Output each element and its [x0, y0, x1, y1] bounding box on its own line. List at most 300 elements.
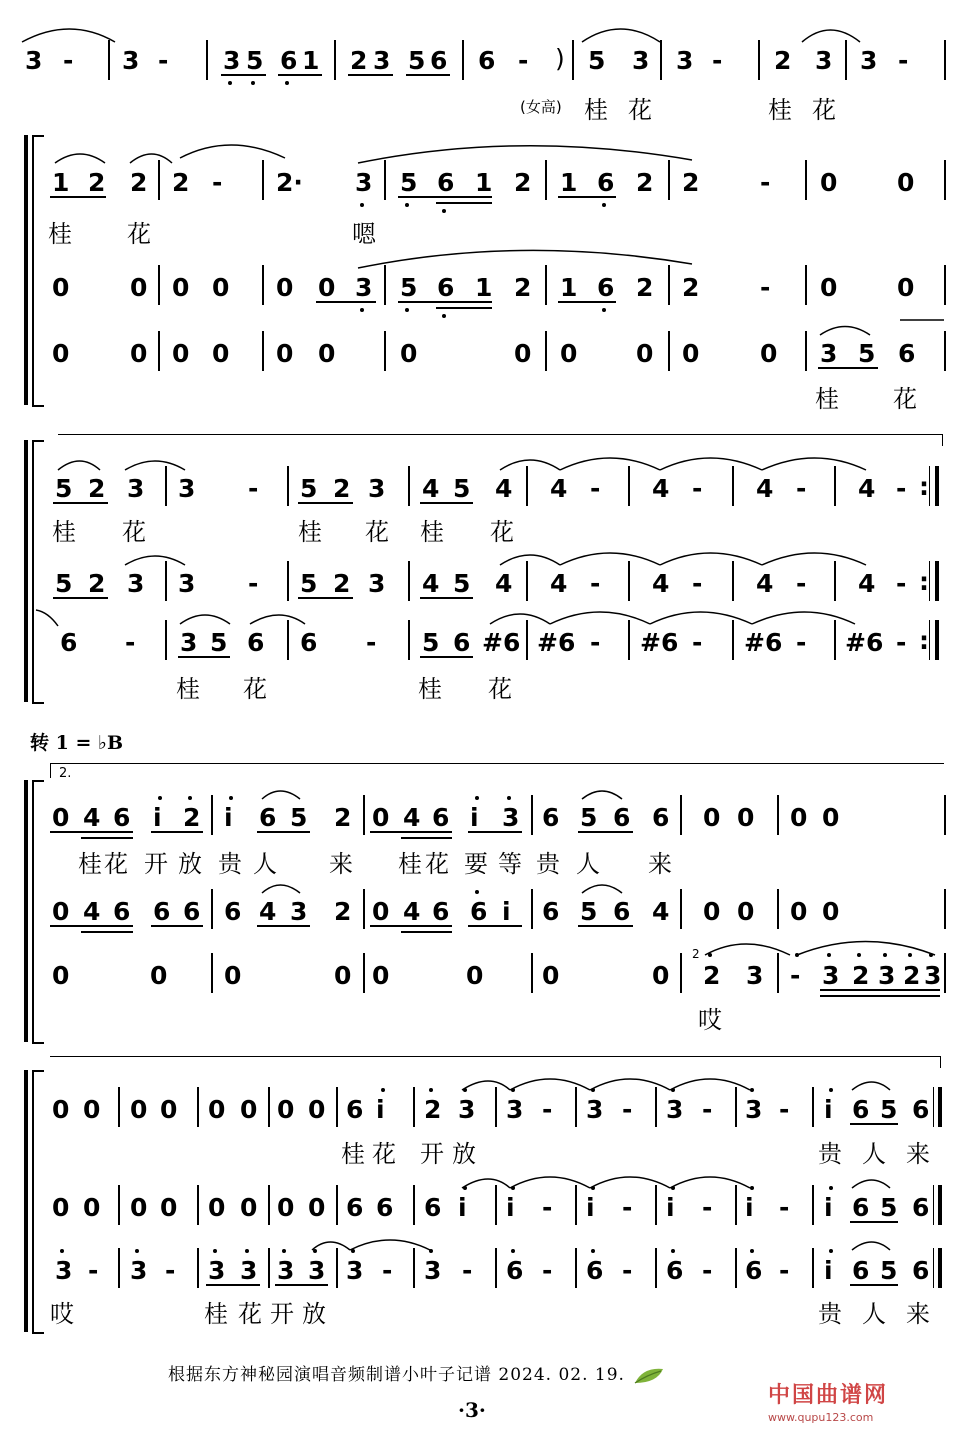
note: 2 — [183, 803, 201, 832]
note: 3 — [815, 46, 833, 75]
note: 5 — [400, 273, 418, 302]
dash: - — [702, 1095, 713, 1124]
dash: - — [898, 46, 909, 75]
note: 1 — [560, 273, 578, 302]
lyric: 花 — [628, 96, 652, 124]
repeat-dots: : — [919, 472, 929, 501]
note: 0 — [372, 897, 390, 926]
dash: - — [779, 1193, 790, 1222]
dash: - — [542, 1193, 553, 1222]
note: 3 — [55, 1256, 73, 1285]
note: i — [586, 1193, 595, 1222]
rest: 0 — [737, 803, 755, 832]
note: 5 — [580, 897, 598, 926]
note: 5 — [290, 803, 308, 832]
lyric: 哎 — [698, 1006, 722, 1034]
note: 3 — [860, 46, 878, 75]
dash: - — [542, 1256, 553, 1285]
dash: - — [692, 474, 703, 503]
note: 3 — [346, 1256, 364, 1285]
note: 2 — [333, 569, 351, 598]
dash: - — [212, 168, 223, 197]
note: 6 — [430, 46, 448, 75]
note: 6 — [912, 1193, 930, 1222]
dash: - — [796, 569, 807, 598]
note: 6 — [247, 628, 265, 657]
rest: 0 — [277, 1193, 295, 1222]
note: 5 — [880, 1256, 898, 1285]
rest: 0 — [820, 168, 838, 197]
rest: 0 — [224, 961, 242, 990]
note: 2 — [636, 273, 654, 302]
dash: - — [63, 46, 74, 75]
note: i — [502, 897, 511, 926]
grace-note: 2 — [692, 947, 700, 961]
note: 3 — [130, 1256, 148, 1285]
note: 2 — [334, 803, 352, 832]
note: 6 — [346, 1095, 364, 1124]
note: 6 — [300, 628, 318, 657]
rest: 0 — [760, 339, 778, 368]
note: 6 — [453, 628, 471, 657]
note: #6 — [640, 628, 679, 657]
key-change: 转 1 = ♭B — [30, 732, 124, 754]
dash: - — [590, 569, 601, 598]
rest: 0 — [52, 1095, 70, 1124]
repeat-dots: : — [919, 567, 929, 596]
note: 3 — [223, 46, 241, 75]
note: 6 — [113, 897, 131, 926]
note: 3 — [820, 339, 838, 368]
note: #6 — [537, 628, 576, 657]
note: i — [376, 1095, 385, 1124]
lyric: 花 — [490, 518, 514, 546]
lyric: 桂 — [204, 1300, 228, 1328]
lyric: 贵 — [536, 850, 560, 878]
note: i — [458, 1193, 467, 1222]
lyric: 贵 — [218, 850, 242, 878]
note: 2 — [774, 46, 792, 75]
rest: 0 — [83, 1095, 101, 1124]
watermark-title: 中国曲谱网 — [768, 1383, 889, 1408]
lyric: 开 — [420, 1140, 444, 1168]
rest: 0 — [560, 339, 578, 368]
note: 3 — [277, 1256, 295, 1285]
lyric: 桂 — [298, 518, 322, 546]
rest: 0 — [308, 1193, 326, 1222]
dash: - — [165, 1256, 176, 1285]
rest: 0 — [240, 1095, 258, 1124]
note: 6 — [506, 1256, 524, 1285]
note: 3 — [25, 46, 43, 75]
note: 3 — [355, 273, 373, 302]
note: 6 — [478, 46, 496, 75]
note: i — [506, 1193, 515, 1222]
rest: 0 — [52, 1193, 70, 1222]
note: 3 — [586, 1095, 604, 1124]
lyric: 开 — [270, 1300, 294, 1328]
note: 2 — [334, 897, 352, 926]
dash: 3 — [746, 961, 764, 990]
note: i — [824, 1095, 833, 1124]
lyric: 贵 — [818, 1300, 842, 1328]
note: 5 — [580, 803, 598, 832]
rest: 0 — [130, 1193, 148, 1222]
rest: 0 — [52, 961, 70, 990]
rest: 0 — [822, 897, 840, 926]
lyric: 花 — [127, 220, 151, 248]
dash: - — [692, 569, 703, 598]
voice-label: (女高) — [520, 98, 562, 116]
note: 2 — [636, 168, 654, 197]
lyric: 花 — [365, 518, 389, 546]
note: 6 — [652, 803, 670, 832]
dash: - — [779, 1256, 790, 1285]
note: 6 — [280, 46, 298, 75]
note: 5 — [880, 1193, 898, 1222]
rest: 0 — [172, 339, 190, 368]
note: 6 — [424, 1193, 442, 1222]
paren: ) — [555, 44, 565, 73]
note: i — [153, 803, 162, 832]
note: 6 — [432, 897, 450, 926]
note: 6 — [60, 628, 78, 657]
lyric: 人 — [862, 1140, 886, 1168]
note: 4 — [756, 569, 774, 598]
note: 5 — [858, 339, 876, 368]
note: 1 — [475, 168, 493, 197]
note: 4 — [550, 569, 568, 598]
dash: - — [779, 1095, 790, 1124]
note: 4 — [858, 474, 876, 503]
rest: 0 — [276, 273, 294, 302]
note: i — [224, 803, 233, 832]
dash: - — [896, 474, 907, 503]
note: 5 — [453, 474, 471, 503]
rest: 0 — [160, 1193, 178, 1222]
rest: 0 — [318, 273, 336, 302]
note: 6 — [376, 1193, 394, 1222]
lyric: 嗯 — [352, 220, 376, 248]
lyric: 桂 — [418, 675, 442, 703]
lyric: 桂 — [584, 96, 608, 124]
rest: 0 — [790, 897, 808, 926]
dash: - — [692, 628, 703, 657]
note: 5 — [880, 1095, 898, 1124]
note: 6 — [542, 897, 560, 926]
dash: - — [712, 46, 723, 75]
note: 0 — [372, 803, 390, 832]
note: 6 — [470, 897, 488, 926]
dash: - — [702, 1256, 713, 1285]
lyric: 哎 — [50, 1300, 74, 1328]
lyric: 来 — [906, 1140, 930, 1168]
lyric: 来 — [906, 1300, 930, 1328]
note: 2 — [172, 168, 190, 197]
note: 5 — [300, 569, 318, 598]
rest: 0 — [130, 1095, 148, 1124]
rest: 0 — [372, 961, 390, 990]
note: 6 — [898, 339, 916, 368]
lyric: 放 — [302, 1300, 326, 1328]
note: 3 — [502, 803, 520, 832]
note: 5 — [453, 569, 471, 598]
note: 3 — [878, 961, 896, 990]
lyric: 桂 — [815, 385, 839, 413]
dash: - — [158, 46, 169, 75]
rest: 0 — [240, 1193, 258, 1222]
note: 3 — [127, 569, 145, 598]
lyric: 花 — [812, 96, 836, 124]
lyric: 花 — [243, 675, 267, 703]
rest: 0 — [172, 273, 190, 302]
note: 2 — [514, 273, 532, 302]
note: 4 — [403, 803, 421, 832]
lyric: 等 — [498, 850, 522, 878]
note: 6 — [613, 803, 631, 832]
note: 3 — [676, 46, 694, 75]
note: 2 — [88, 168, 106, 197]
rest: 0 — [276, 339, 294, 368]
note: 4 — [495, 474, 513, 503]
note: 6 — [437, 168, 455, 197]
rest: 0 — [703, 897, 721, 926]
note: 3 — [632, 46, 650, 75]
note: #6 — [845, 628, 884, 657]
note: #6 — [482, 628, 521, 657]
note: 6 — [259, 803, 277, 832]
dash: - — [896, 569, 907, 598]
rest: 0 — [160, 1095, 178, 1124]
note: 3 — [355, 168, 373, 197]
repeat-dots: : — [919, 626, 929, 655]
note: 1 — [302, 46, 320, 75]
note: 2 — [350, 46, 368, 75]
dash: - — [366, 628, 377, 657]
lyric: 来 — [329, 850, 353, 878]
rest: 0 — [897, 168, 915, 197]
note: 3 — [373, 46, 391, 75]
lyric: 花 — [104, 850, 128, 878]
lyric: 花 — [488, 675, 512, 703]
note: 6 — [542, 803, 560, 832]
rest: 0 — [277, 1095, 295, 1124]
lyric: 桂 — [341, 1140, 365, 1168]
dash: - — [125, 628, 136, 657]
leaf-icon — [631, 1365, 667, 1387]
note: 6 — [852, 1095, 870, 1124]
lyric: 花 — [893, 385, 917, 413]
lyric: 桂 — [768, 96, 792, 124]
note: 5 — [400, 168, 418, 197]
note: 3 — [290, 897, 308, 926]
rest: 0 — [150, 961, 168, 990]
rest: 0 — [318, 339, 336, 368]
lyric: 来 — [648, 850, 672, 878]
rest: 0 — [400, 339, 418, 368]
lyric: 桂 — [420, 518, 444, 546]
note: 3 — [178, 569, 196, 598]
note: 6 — [666, 1256, 684, 1285]
rest: 0 — [208, 1193, 226, 1222]
rest: 0 — [542, 961, 560, 990]
note: 6 — [113, 803, 131, 832]
rest: 0 — [682, 339, 700, 368]
rest: 0 — [652, 961, 670, 990]
rest: 0 — [822, 803, 840, 832]
rest: 0 — [897, 273, 915, 302]
dash: - — [796, 628, 807, 657]
note: i — [470, 803, 479, 832]
note: 2 — [333, 474, 351, 503]
rest: 0 — [466, 961, 484, 990]
lyric: 放 — [452, 1140, 476, 1168]
note: 3 — [180, 628, 198, 657]
note: 2 — [88, 569, 106, 598]
note: 5 — [408, 46, 426, 75]
note: 4 — [422, 474, 440, 503]
note: 6 — [183, 897, 201, 926]
rest: 0 — [514, 339, 532, 368]
dash: - — [622, 1256, 633, 1285]
note: i — [824, 1256, 833, 1285]
dash: - — [760, 273, 771, 302]
note: 6 — [912, 1256, 930, 1285]
note: 3 — [745, 1095, 763, 1124]
rest: 0 — [212, 339, 230, 368]
note: #6 — [744, 628, 783, 657]
lyric: 花 — [372, 1140, 396, 1168]
note: 3 — [424, 1256, 442, 1285]
dash: - — [462, 1256, 473, 1285]
lyric: 放 — [178, 850, 202, 878]
note: 5 — [210, 628, 228, 657]
note: 5 — [55, 569, 73, 598]
page-number: ·3· — [458, 1398, 486, 1422]
note: 6 — [437, 273, 455, 302]
note: 6 — [597, 273, 615, 302]
rest: 0 — [212, 273, 230, 302]
note: 6 — [852, 1193, 870, 1222]
note: 4 — [422, 569, 440, 598]
rest: 0 — [208, 1095, 226, 1124]
note: 0 — [52, 897, 70, 926]
dash: - — [88, 1256, 99, 1285]
rest: 0 — [790, 803, 808, 832]
note: 4 — [756, 474, 774, 503]
lyric: 开 — [144, 850, 168, 878]
rest: 0 — [83, 1193, 101, 1222]
dash: - — [382, 1256, 393, 1285]
dash: - — [542, 1095, 553, 1124]
note: 5 — [422, 628, 440, 657]
note: 3 — [822, 961, 840, 990]
watermark-url: www.qupu123.com — [768, 1411, 874, 1424]
lyric: 桂 — [78, 850, 102, 878]
watermark — [768, 1378, 888, 1424]
note: 3 — [122, 46, 140, 75]
note: 4 — [495, 569, 513, 598]
note: 0 — [52, 803, 70, 832]
dash: - — [248, 569, 259, 598]
lyric: 桂 — [48, 220, 72, 248]
rest: 0 — [130, 273, 148, 302]
note: 3 — [368, 569, 386, 598]
dash: - — [760, 168, 771, 197]
dash: - — [590, 628, 601, 657]
note: 5 — [55, 474, 73, 503]
rest: 0 — [737, 897, 755, 926]
note: 6 — [852, 1256, 870, 1285]
note: i — [666, 1193, 675, 1222]
note: 3 — [308, 1256, 326, 1285]
note: 3 — [666, 1095, 684, 1124]
note: 3 — [924, 961, 942, 990]
note: 3 — [368, 474, 386, 503]
note: 3 — [208, 1256, 226, 1285]
note: 3 — [178, 474, 196, 503]
note: 2 — [703, 961, 721, 990]
volta-number: 2. — [59, 766, 72, 781]
rest: 0 — [703, 803, 721, 832]
note: 6 — [597, 168, 615, 197]
note: 3 — [127, 474, 145, 503]
rest: 0 — [636, 339, 654, 368]
rest: 0 — [52, 339, 70, 368]
note: 2 — [88, 474, 106, 503]
note: 4 — [83, 803, 101, 832]
dash: - — [248, 474, 259, 503]
lyric: 花 — [425, 850, 449, 878]
rest: 0 — [820, 273, 838, 302]
note: 6 — [346, 1193, 364, 1222]
note: 5 — [300, 474, 318, 503]
note: 2 — [682, 168, 700, 197]
rest: 0 — [334, 961, 352, 990]
note: 6 — [586, 1256, 604, 1285]
note: 2 — [130, 168, 148, 197]
note: 3 — [506, 1095, 524, 1124]
note: 2 — [682, 273, 700, 302]
note: 1 — [560, 168, 578, 197]
dash: - — [622, 1095, 633, 1124]
lyric: 人 — [576, 850, 600, 878]
note: 4 — [403, 897, 421, 926]
dash: - — [896, 628, 907, 657]
note: 5 — [588, 46, 606, 75]
note: 6 — [432, 803, 450, 832]
note: 2 — [852, 961, 870, 990]
lyric: 贵 — [818, 1140, 842, 1168]
lyric: 花 — [238, 1300, 262, 1328]
lyric: 花 — [122, 518, 146, 546]
lyric: 人 — [862, 1300, 886, 1328]
note: 4 — [652, 569, 670, 598]
note: 6 — [613, 897, 631, 926]
lyric: 桂 — [176, 675, 200, 703]
note: 2 — [424, 1095, 442, 1124]
note: 4 — [652, 474, 670, 503]
rest: 0 — [130, 339, 148, 368]
note: i — [824, 1193, 833, 1222]
note: - — [790, 961, 801, 990]
lyric: 桂 — [52, 518, 76, 546]
rest: 0 — [308, 1095, 326, 1124]
note: 2 — [903, 961, 921, 990]
credit-text: 根据东方神秘园演唱音频制谱小叶子记谱 2024. 02. 19. — [168, 1365, 625, 1385]
note: 6 — [912, 1095, 930, 1124]
dash: - — [590, 474, 601, 503]
